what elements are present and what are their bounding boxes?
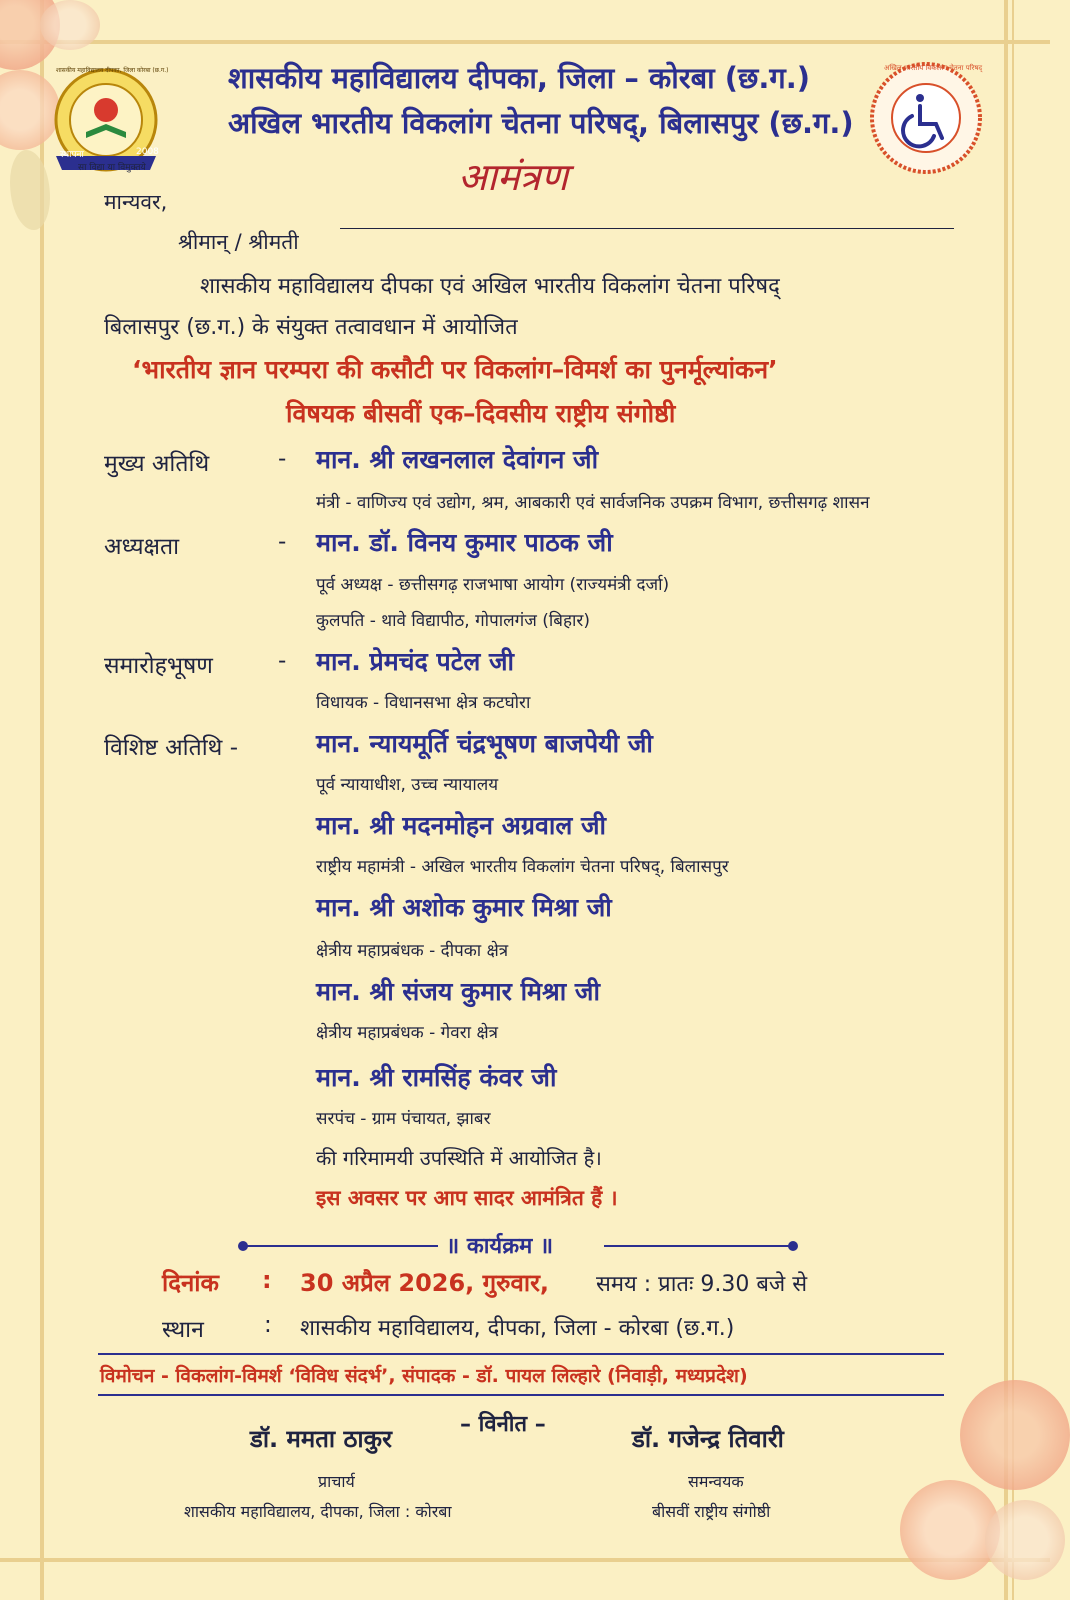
frame-top xyxy=(0,40,1050,44)
date-colon: : xyxy=(262,1266,272,1294)
header-line-2: अखिल भारतीय विकलांग चेतना परिषद्, बिलासपुर (छ.ग.) xyxy=(228,106,854,140)
college-logo-year: 2008 xyxy=(136,147,159,157)
date-value: 30 अप्रैल 2026, गुरुवार, xyxy=(300,1269,549,1297)
special-guest-desc: क्षेत्रीय महाप्रबंधक - गेवरा क्षेत्र xyxy=(316,1023,499,1043)
venue-colon: : xyxy=(264,1312,272,1338)
addressee-label: श्रीमान् / श्रीमती xyxy=(178,230,299,254)
special-guest-desc: सरपंच - ग्राम पंचायत, झाबर xyxy=(316,1109,491,1129)
frame-bottom xyxy=(0,1558,1050,1562)
role-special-guest: विशिष्ट अतिथि - xyxy=(104,735,238,761)
parishad-logo xyxy=(868,60,984,176)
chief-guest-desc: मंत्री - वाणिज्य एवं उद्योग, श्रम, आबकारी एवं सार्वजनिक उपक्रम विभाग, छत्तीसगढ़ शासन xyxy=(316,493,870,513)
college-logo-motto: सा विद्या या विमुक्तये xyxy=(78,163,146,173)
frame-left xyxy=(40,0,44,1600)
vinit-label: – विनीत – xyxy=(460,1412,546,1437)
signatory-right-org: बीसवीं राष्ट्रीय संगोष्ठी xyxy=(652,1502,771,1521)
dash: - xyxy=(278,446,287,472)
college-logo-sthapana: स्थापना xyxy=(60,150,84,160)
rule-dot-right xyxy=(788,1241,798,1251)
special-guest-desc: राष्ट्रीय महामंत्री - अखिल भारतीय विकलांग चेतना परिषद्, बिलासपुर xyxy=(316,857,729,877)
salutation: मान्यवर, xyxy=(104,190,168,214)
venue-value: शासकीय महाविद्यालय, दीपका, जिला - कोरबा (छ.ग.) xyxy=(300,1316,735,1341)
seminar-topic: ‘भारतीय ज्ञान परम्परा की कसौटी पर विकलांग–विमर्श का पुनर्मूल्यांकन’ xyxy=(132,355,778,384)
role-samarohbhushan: समारोहभूषण xyxy=(104,653,213,679)
signatory-right-name: डॉ. गजेन्द्र तिवारी xyxy=(632,1425,784,1453)
special-guest-name: मान. श्री रामसिंह कंवर जी xyxy=(316,1063,557,1092)
addressee-line xyxy=(340,228,954,229)
header-line-1: शासकीय महाविद्यालय दीपका, जिला – कोरबा (छ.ग.) xyxy=(228,61,810,95)
signatory-right-title: समन्वयक xyxy=(688,1472,744,1491)
time-value: समय : प्रातः 9.30 बजे से xyxy=(596,1272,808,1297)
intro-line-1: शासकीय महाविद्यालय दीपका एवं अखिल भारतीय विकलांग चेतना परिषद् xyxy=(200,274,780,299)
president-name: मान. डॉ. विनय कुमार पाठक जी xyxy=(316,528,613,557)
seminar-subtitle: विषयक बीसवीं एक–दिवसीय राष्ट्रीय संगोष्ठी xyxy=(286,399,676,428)
program-heading: ॥ कार्यक्रम ॥ xyxy=(446,1234,554,1259)
release-line: विमोचन - विकलांग-विमर्श ‘विविध संदर्भ’, संपादक - डॉ. पायल लिल्हारे (निवाड़ी, मध्यप्रदेश) xyxy=(100,1365,748,1387)
frame-inner-right xyxy=(1012,0,1014,1600)
signatory-left-title: प्राचार्य xyxy=(318,1472,355,1491)
date-label: दिनांक xyxy=(162,1269,219,1297)
rule-left xyxy=(244,1245,438,1247)
signatory-left-name: डॉ. ममता ठाकुर xyxy=(250,1425,392,1453)
parishad-logo-ring-text: अखिल भारतीय विकलांग चेतना परिषद् xyxy=(884,64,983,72)
dash: - xyxy=(278,529,287,555)
invitation-line: इस अवसर पर आप सादर आमंत्रित हैं । xyxy=(316,1186,618,1210)
chief-guest-name: मान. श्री लखनलाल देवांगन जी xyxy=(316,445,599,474)
president-desc-1: पूर्व अध्यक्ष - छत्तीसगढ़ राजभाषा आयोग (राज्यमंत्री दर्जा) xyxy=(316,575,670,595)
amantran-script-title: आमंत्रण xyxy=(458,155,569,199)
release-rule-top xyxy=(98,1353,944,1355)
intro-line-2: बिलासपुर (छ.ग.) के संयुक्त तत्वावधान में आयोजित xyxy=(104,315,518,340)
dash: - xyxy=(278,648,287,674)
college-logo-ring-text: शासकीय महाविद्यालय दीपका, जिला कोरबा (छ.ग.) xyxy=(56,67,169,74)
special-guest-name: मान. श्री मदनमोहन अग्रवाल जी xyxy=(316,811,607,840)
special-guest-name: मान. श्री संजय कुमार मिश्रा जी xyxy=(316,977,600,1006)
frame-right xyxy=(1004,0,1008,1600)
special-guest-name: मान. न्यायमूर्ति चंद्रभूषण बाजपेयी जी xyxy=(316,729,653,758)
president-desc-2: कुलपति - थावे विद्यापीठ, गोपालगंज (बिहार) xyxy=(316,611,591,631)
special-guest-desc: क्षेत्रीय महाप्रबंधक - दीपका क्षेत्र xyxy=(316,941,509,961)
release-rule-bottom xyxy=(98,1394,944,1396)
samarohbhushan-desc: विधायक - विधानसभा क्षेत्र कटघोरा xyxy=(316,693,531,713)
closing-line: की गरिमामयी उपस्थिति में आयोजित है। xyxy=(316,1146,602,1170)
role-chief-guest: मुख्य अतिथि xyxy=(104,451,210,477)
venue-label: स्थान xyxy=(162,1317,204,1343)
rule-right xyxy=(604,1245,792,1247)
special-guest-name: मान. श्री अशोक कुमार मिश्रा जी xyxy=(316,893,612,922)
signatory-left-org: शासकीय महाविद्यालय, दीपका, जिला : कोरबा xyxy=(184,1502,452,1521)
special-guest-desc: पूर्व न्यायाधीश, उच्च न्यायालय xyxy=(316,775,499,795)
samarohbhushan-name: मान. प्रेमचंद पटेल जी xyxy=(316,647,515,676)
role-president: अध्यक्षता xyxy=(104,534,180,560)
